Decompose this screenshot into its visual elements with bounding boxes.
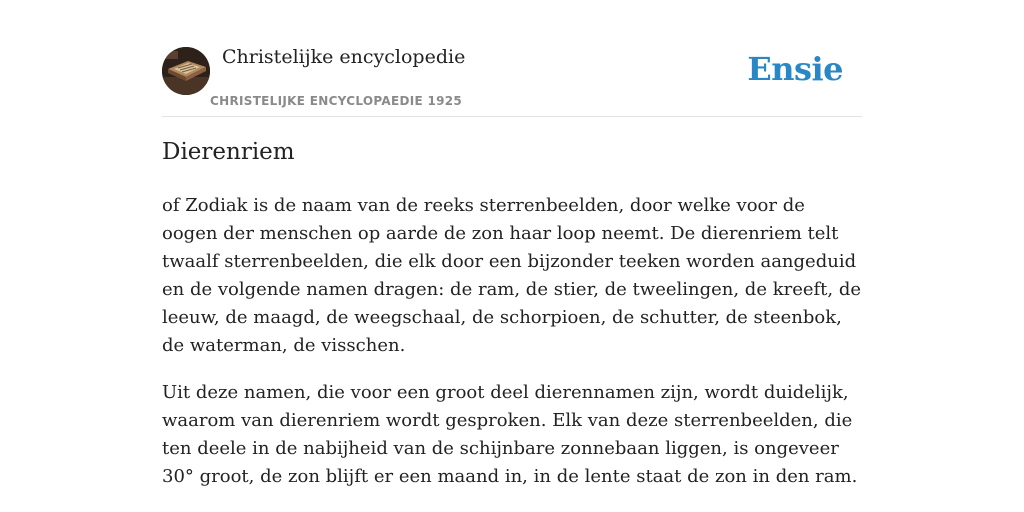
article-body <box>162 192 862 510</box>
article-paragraph-1: of Zodiak is de naam van de reeks sterrenbeelden, door welke voor de oogen der menschen op aarde de zon haar loop neemt. De dierenriem telt twaalf sterrenbeelden, die elk door een bijzonder teeken worden aangeduid en de volgende namen dragen: de ram, de stier, de tweelingen, de kreeft, de leeuw, de maagd, de weegschaal, de schorpioen, de schutter, de steenbok, de waterman, de visschen. <box>162 195 862 356</box>
article-title: Dierenriem <box>162 139 295 165</box>
source-header <box>162 40 862 117</box>
book-photo-icon <box>162 47 210 95</box>
source-subtitle: CHRISTELIJKE ENCYCLOPAEDIE 1925 <box>210 94 463 108</box>
article-paragraph-2: Uit deze namen, die voor een groot deel dierennamen zijn, wordt duidelijk, waarom van dierenriem wordt gesproken. Elk van deze sterrenbeelden, die ten deele in de nabijheid van de schijnbare zonnebaan liggen, is ongeveer 30° groot, de zon blijft er een maand in, in de lente staat de zon in den ram. <box>162 382 858 487</box>
brand-logo[interactable]: Ensie <box>747 50 843 88</box>
source-name-link[interactable]: Christelijke encyclopedie <box>222 46 466 68</box>
source-avatar[interactable] <box>162 47 210 95</box>
